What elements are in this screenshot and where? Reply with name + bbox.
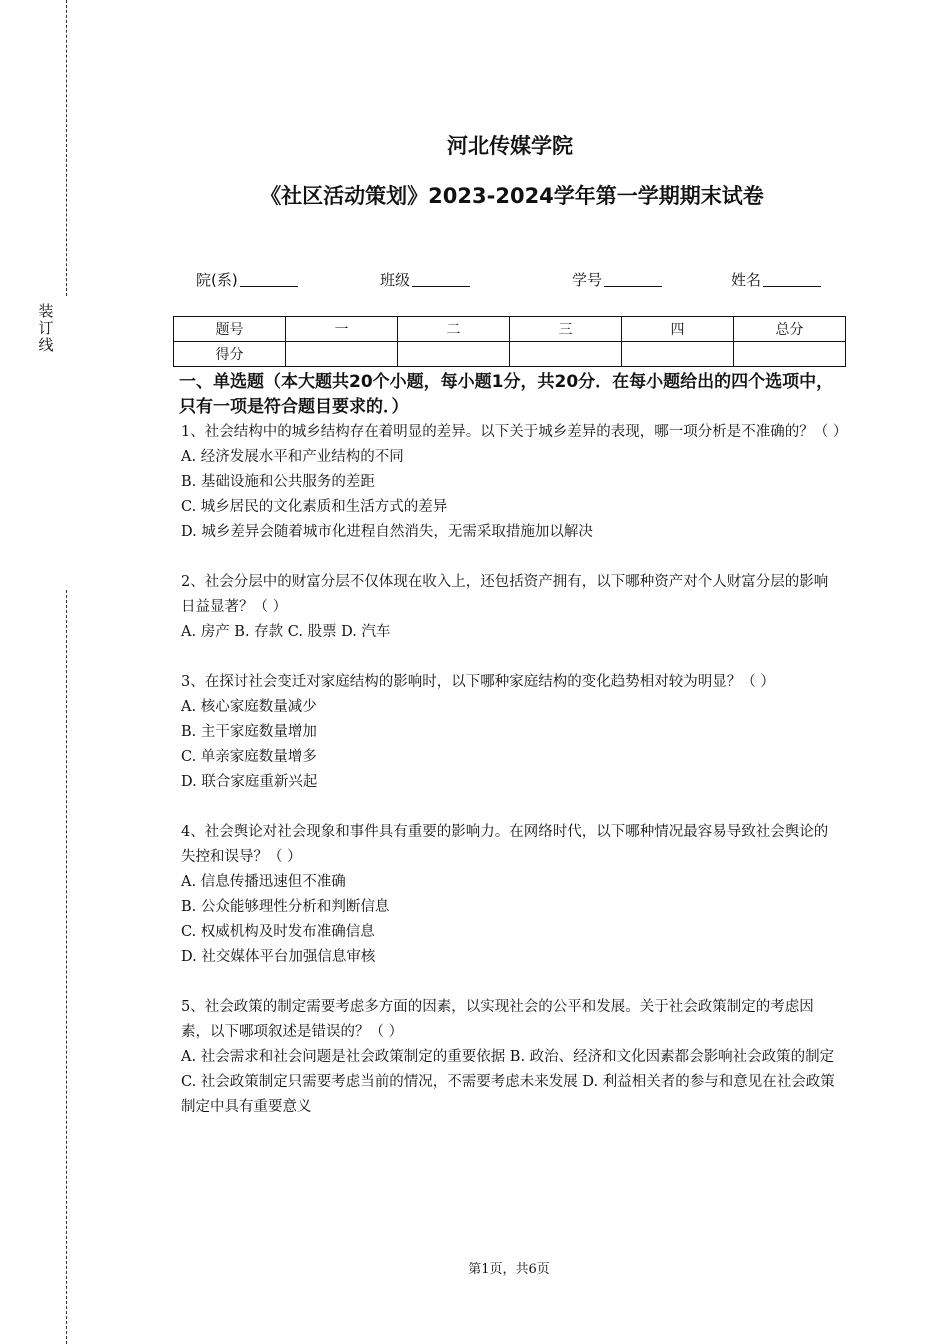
score-table xyxy=(173,316,846,367)
question-2 xyxy=(181,570,841,645)
score-cell xyxy=(398,342,510,367)
question-stem: 3、在探讨社会变迁对家庭结构的影响时，以下哪种家庭结构的变化趋势相对较为明显？（ ） xyxy=(181,674,775,690)
class-blank xyxy=(412,271,470,287)
binding-line xyxy=(66,590,67,1344)
question-option: C. 单亲家庭数量增多 xyxy=(181,749,317,765)
name-blank xyxy=(763,271,821,287)
question-stem: 2、社会分层中的财富分层不仅体现在收入上，还包括资产拥有，以下哪种资产对个人财富分层的影响日益显著？（ ） xyxy=(181,574,829,615)
question-option: C. 城乡居民的文化素质和生活方式的差异 xyxy=(181,499,448,515)
question-option: A. 经济发展水平和产业结构的不同 xyxy=(181,449,404,465)
question-option: A. 房产 B. 存款 C. 股票 D. 汽车 xyxy=(181,624,391,640)
binding-char: 订 xyxy=(38,319,54,337)
class-field xyxy=(380,269,470,290)
department-blank xyxy=(240,271,298,287)
question-option: B. 主干家庭数量增加 xyxy=(181,724,317,740)
student-info-row xyxy=(0,269,950,293)
question-option: D. 社交媒体平台加强信息审核 xyxy=(181,949,376,965)
score-table-header-cell: 题号 xyxy=(174,317,286,342)
question-option: A. 核心家庭数量减少 xyxy=(181,699,317,715)
name-label: 姓名 xyxy=(731,271,762,289)
question-stem: 4、社会舆论对社会现象和事件具有重要的影响力。在网络时代，以下哪种情况最容易导致社会舆论的失控和误导？（ ） xyxy=(181,824,829,865)
score-table-header-cell: 二 xyxy=(398,317,510,342)
page-footer: 第1页，共6页 xyxy=(468,1262,550,1277)
question-5 xyxy=(181,995,841,1120)
student-id-label: 学号 xyxy=(572,271,603,289)
question-4 xyxy=(181,820,841,970)
question-option: A. 社会需求和社会问题是社会政策制定的重要依据 B. 政治、经济和文化因素都会影响社会政策的制定 C. 社会政策制定只需要考虑当前的情况，不需要考虑未来发展 D. 利益相关者的参与和意见在社会政策制定中具有重要意义 xyxy=(181,1049,835,1115)
question-stem: 5、社会政策的制定需要考虑多方面的因素，以实现社会的公平和发展。关于社会政策制定的考虑因素，以下哪项叙述是错误的？（ ） xyxy=(181,999,814,1040)
question-stem: 1、社会结构中的城乡结构存在着明显的差异。以下关于城乡差异的表现，哪一项分析是不准确的？（ ） xyxy=(181,424,848,440)
question-option: A. 信息传播迅速但不准确 xyxy=(181,874,346,890)
question-option: D. 城乡差异会随着城市化进程自然消失，无需采取措施加以解决 xyxy=(181,524,593,540)
score-table-score-row xyxy=(174,342,846,367)
question-option: B. 基础设施和公共服务的差距 xyxy=(181,474,375,490)
section-heading: 一、单选题（本大题共20个小题，每小题1分，共20分．在每小题给出的四个选项中，只有一项是符合题目要求的．） xyxy=(179,372,834,417)
score-cell xyxy=(734,342,846,367)
question-option: B. 公众能够理性分析和判断信息 xyxy=(181,899,390,915)
class-label: 班级 xyxy=(380,271,411,289)
score-table-header-cell: 总分 xyxy=(734,317,846,342)
score-table-header-cell: 四 xyxy=(622,317,734,342)
exam-content xyxy=(179,370,848,1145)
score-cell xyxy=(286,342,398,367)
score-cell xyxy=(622,342,734,367)
school-name: 河北传媒学院 xyxy=(447,134,573,158)
score-cell xyxy=(510,342,622,367)
student-id-blank xyxy=(604,271,662,287)
question-1 xyxy=(181,420,848,545)
question-option: C. 权威机构及时发布准确信息 xyxy=(181,924,375,940)
score-table-header-row xyxy=(174,317,846,342)
question-option: D. 联合家庭重新兴起 xyxy=(181,774,318,790)
binding-char: 线 xyxy=(38,336,54,354)
score-table-header-cell: 一 xyxy=(286,317,398,342)
question-3 xyxy=(181,670,841,795)
department-label: 院(系) xyxy=(196,271,238,289)
student-id-field xyxy=(572,269,662,290)
exam-title: 《社区活动策划》2023-2024学年第一学期期末试卷 xyxy=(260,184,764,208)
score-row-label: 得分 xyxy=(174,342,286,367)
score-table-header-cell: 三 xyxy=(510,317,622,342)
binding-label xyxy=(37,303,55,354)
binding-char: 装 xyxy=(38,302,54,320)
name-field xyxy=(731,269,821,290)
department-field xyxy=(196,269,298,290)
